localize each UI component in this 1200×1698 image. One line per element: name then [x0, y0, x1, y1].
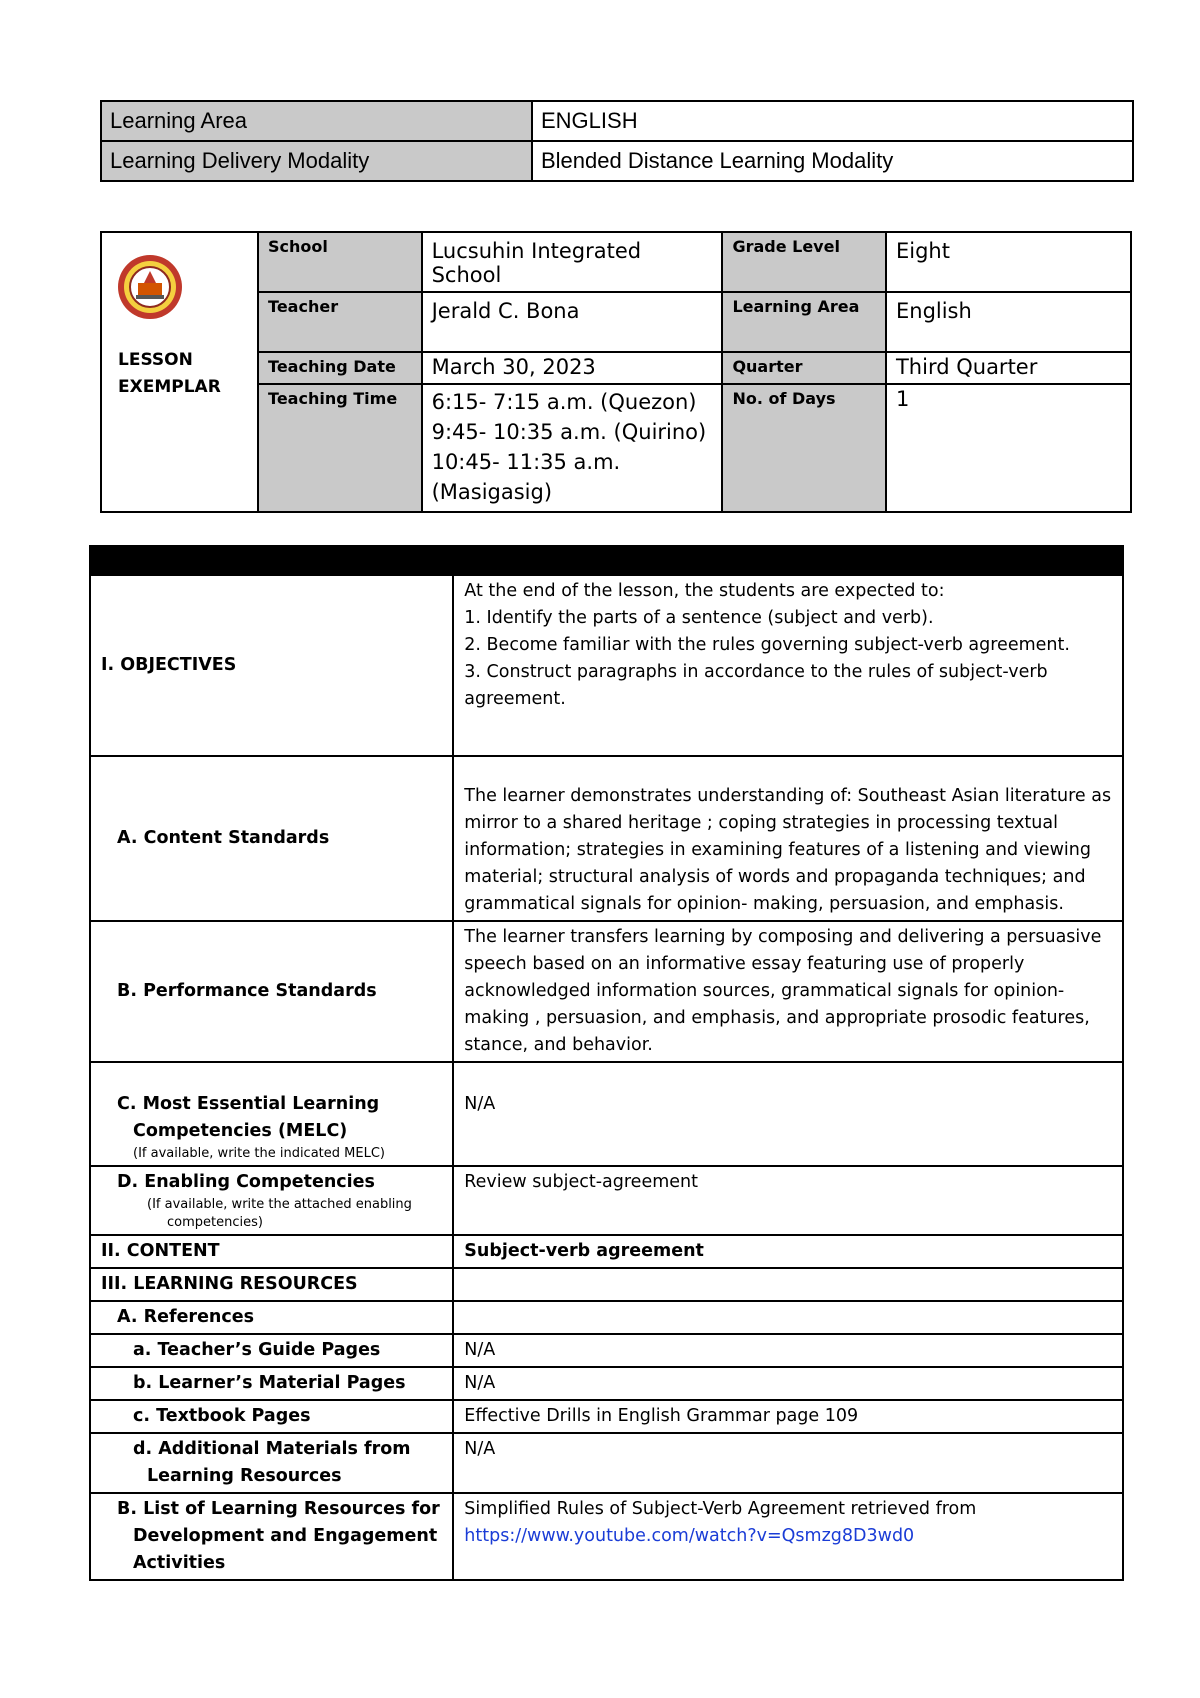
objective-item-3: 3. Construct paragraphs in accordance to the rules of subject-verb agreement.	[464, 662, 1048, 709]
teaching-time-label: Teaching Time	[258, 384, 422, 512]
learning-area-header-label: Learning Area	[722, 292, 886, 352]
enabling-label-text: D. Enabling Competencies	[117, 1172, 375, 1192]
content-value: Subject-verb agreement	[453, 1235, 1123, 1268]
performance-standards-value: The learner transfers learning by composing and delivering a persuasive speech based on an informative essay featuring use of properly acknowledged information sources, grammatical signals for opinion-making , persuasion, and emphasis, and appropriate prosodic features, stance, and behavior.	[453, 921, 1123, 1062]
learners-material-row	[90, 1367, 1123, 1400]
references-value	[453, 1301, 1123, 1334]
learning-resources-row	[90, 1268, 1123, 1301]
exemplar-line1: LESSON	[118, 350, 193, 370]
list-resources-line1: B. List of Learning Resources for	[117, 1499, 440, 1519]
learning-area-row	[101, 101, 1133, 141]
list-resources-text: Simplified Rules of Subject-Verb Agreement retrieved from	[464, 1499, 977, 1519]
top-info-table	[100, 100, 1134, 182]
delivery-modality-value: Blended Distance Learning Modality	[532, 141, 1133, 181]
learners-material-label: b. Learner’s Material Pages	[90, 1367, 453, 1400]
melc-row	[90, 1062, 1123, 1166]
objective-item-2: 2. Become familiar with the rules governing subject-verb agreement.	[464, 635, 1070, 655]
list-resources-value	[453, 1493, 1123, 1580]
enabling-note-line1: (If available, write the attached enabling	[147, 1197, 412, 1212]
melc-label	[90, 1062, 453, 1166]
teaching-date-label: Teaching Date	[258, 352, 422, 384]
melc-label-line2: Competencies (MELC)	[133, 1121, 348, 1141]
days-label: No. of Days	[722, 384, 886, 512]
content-standards-value: The learner demonstrates understanding of: Southeast Asian literature as mirror to a shared heritage ; coping strategies in processing textual information; strategies in examining features of a listening and viewing material; structural analysis of words and propaganda techniques; and grammatical signals for opinion- making, persuasion, and emphasis.	[453, 756, 1123, 921]
learning-resources-value	[453, 1268, 1123, 1301]
performance-standards-label: B. Performance Standards	[90, 921, 453, 1062]
additional-materials-row	[90, 1433, 1123, 1493]
exemplar-line2: EXEMPLAR	[118, 377, 221, 397]
references-label: A. References	[90, 1301, 453, 1334]
performance-standards-row	[90, 921, 1123, 1062]
days-value: 1	[886, 384, 1131, 512]
melc-label-line1: C. Most Essential Learning	[117, 1094, 380, 1114]
objectives-intro: At the end of the lesson, the students are expected to:	[464, 581, 945, 601]
melc-note: (If available, write the indicated MELC)	[133, 1146, 385, 1161]
time-line2: 9:45- 10:35 a.m. (Quirino)	[431, 420, 707, 444]
objectives-row	[90, 575, 1123, 756]
header-black-bar	[90, 546, 1123, 575]
grade-level-value: Eight	[886, 232, 1131, 292]
list-resources-line2: Development and Engagement	[133, 1526, 438, 1546]
delivery-modality-label: Learning Delivery Modality	[101, 141, 532, 181]
teachers-guide-row	[90, 1334, 1123, 1367]
quarter-value: Third Quarter	[886, 352, 1131, 384]
learning-area-label: Learning Area	[101, 101, 532, 141]
objectives-label: I. OBJECTIVES	[90, 575, 453, 756]
teaching-date-value: March 30, 2023	[422, 352, 723, 384]
lesson-main-table	[89, 545, 1124, 1581]
content-standards-label: A. Content Standards	[90, 756, 453, 921]
enabling-note-line2: competencies)	[167, 1215, 263, 1230]
learning-area-header-value: English	[886, 292, 1131, 352]
time-line3: 10:45- 11:35 a.m.	[431, 450, 621, 474]
teacher-label: Teacher	[258, 292, 422, 352]
lesson-exemplar-title	[118, 347, 221, 401]
additional-materials-value: N/A	[453, 1433, 1123, 1493]
teacher-value: Jerald C. Bona	[422, 292, 723, 352]
objectives-value	[453, 575, 1123, 756]
learners-material-value: N/A	[453, 1367, 1123, 1400]
enabling-row	[90, 1166, 1123, 1235]
exemplar-cell	[101, 232, 258, 512]
content-label: II. CONTENT	[90, 1235, 453, 1268]
teachers-guide-label: a. Teacher’s Guide Pages	[90, 1334, 453, 1367]
grade-level-label: Grade Level	[722, 232, 886, 292]
lesson-header-table	[100, 231, 1132, 513]
references-row	[90, 1301, 1123, 1334]
time-line1: 6:15- 7:15 a.m. (Quezon)	[431, 390, 697, 414]
school-seal-icon	[116, 253, 184, 321]
teaching-time-value	[422, 384, 723, 512]
school-value: Lucsuhin Integrated School	[422, 232, 723, 292]
list-resources-line3: Activities	[133, 1553, 226, 1573]
melc-value: N/A	[453, 1062, 1123, 1166]
enabling-value: Review subject-agreement	[453, 1166, 1123, 1235]
content-standards-row	[90, 756, 1123, 921]
learning-resources-label: III. LEARNING RESOURCES	[90, 1268, 453, 1301]
additional-materials-label	[90, 1433, 453, 1493]
list-resources-label	[90, 1493, 453, 1580]
time-line4: (Masigasig)	[431, 480, 553, 504]
teachers-guide-value: N/A	[453, 1334, 1123, 1367]
learning-area-value: ENGLISH	[532, 101, 1133, 141]
additional-materials-line2: Learning Resources	[147, 1466, 342, 1486]
textbook-label: c. Textbook Pages	[90, 1400, 453, 1433]
content-row	[90, 1235, 1123, 1268]
school-row	[101, 232, 1131, 292]
quarter-label: Quarter	[722, 352, 886, 384]
list-resources-row	[90, 1493, 1123, 1580]
delivery-modality-row	[101, 141, 1133, 181]
objective-item-1: 1. Identify the parts of a sentence (subject and verb).	[464, 608, 934, 628]
enabling-label	[90, 1166, 453, 1235]
additional-materials-line1: d. Additional Materials from	[133, 1439, 411, 1459]
youtube-link[interactable]: https://www.youtube.com/watch?v=Qsmzg8D3wd0	[464, 1526, 915, 1546]
textbook-value: Effective Drills in English Grammar page 109	[453, 1400, 1123, 1433]
school-label: School	[258, 232, 422, 292]
textbook-row	[90, 1400, 1123, 1433]
